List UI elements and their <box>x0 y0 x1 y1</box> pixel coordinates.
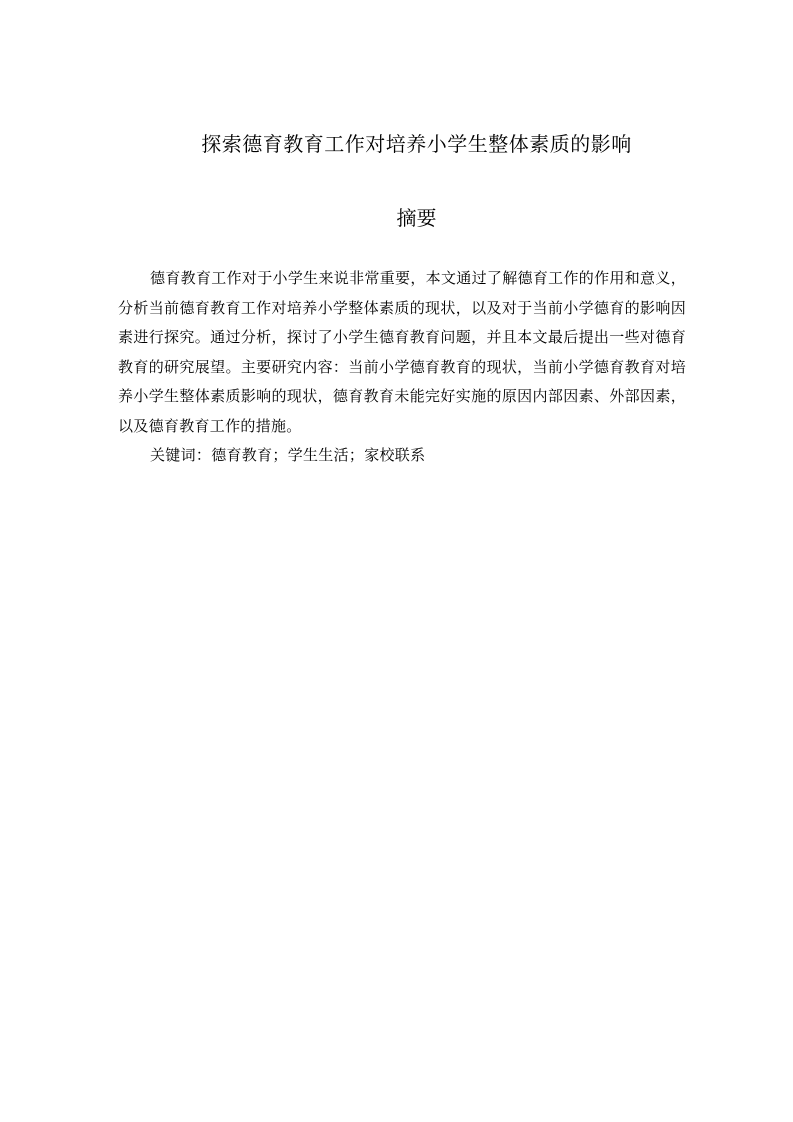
keywords-line: 关键词：德育教育；学生生活；家校联系 <box>150 446 426 464</box>
abstract-heading: 摘要 <box>396 206 437 230</box>
abstract-body <box>118 264 686 471</box>
document-title: 探索德育教育工作对培养小学生整体素质的影响 <box>201 132 632 156</box>
abstract-paragraph: 德育教育工作对于小学生来说非常重要，本文通过了解德育工作的作用和意义，分析当前德育教育工作对培养小学整体素质的现状，以及对于当前小学德育的影响因素进行探究。通过分析，探讨了小学生德育教育问题，并且本文最后提出一些对德育教育的研究展望。主要研究内容：当前小学德育教育的现状，当前小学德育教育对培养小学生整体素质影响的现状，德育教育未能完好实施的原因内部因素、外部因素，以及德育教育工作的措施。 <box>118 269 686 435</box>
